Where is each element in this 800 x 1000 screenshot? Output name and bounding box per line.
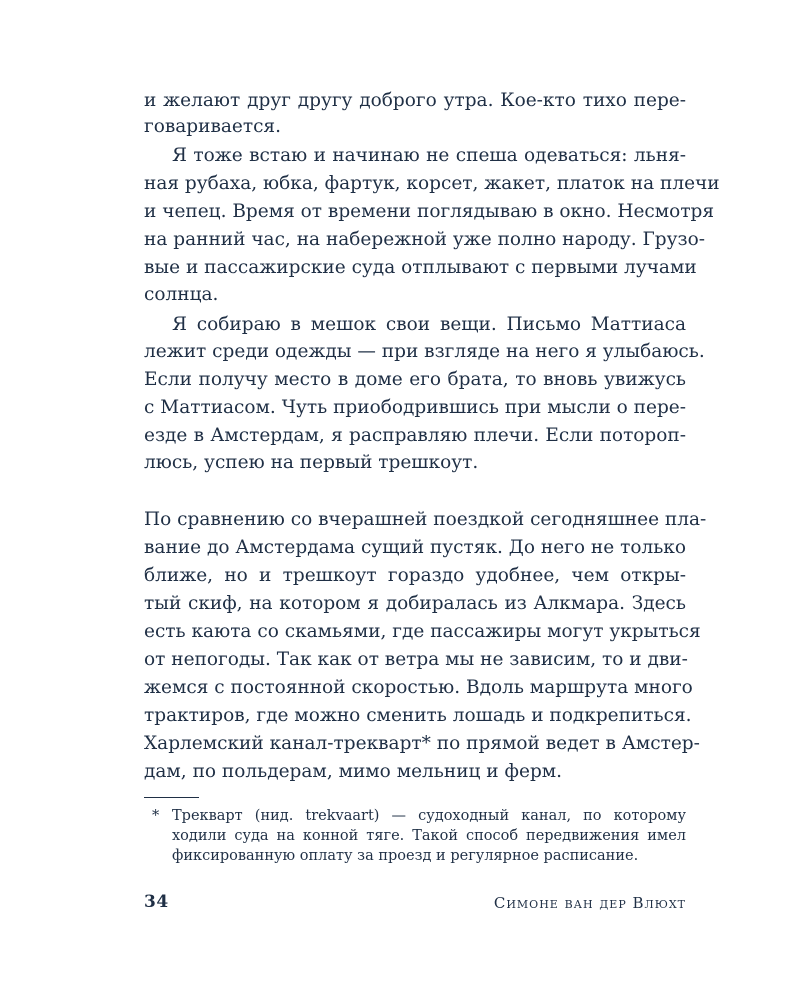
page-number: 34	[144, 892, 169, 912]
text-line: вые и пассажирские суда отплывают с первыми лучами	[144, 257, 697, 278]
text-line: солнца.	[144, 284, 219, 305]
text-line: Я тоже встаю и начинаю не спеша одеваться: льня-	[172, 145, 686, 166]
footnote-marker: *	[152, 808, 160, 824]
text-line: вание до Амстердама сущий пустяк. До него не только	[144, 537, 686, 558]
text-line: Я собираю в мешок свои вещи. Письмо Маттиаса	[172, 314, 686, 335]
text-line: на ранний час, на набережной уже полно народу. Грузо-	[144, 229, 706, 250]
text-line: По сравнению со вчерашней поездкой сегодняшнее пла-	[144, 509, 707, 530]
running-head: Симоне ван дер Влюхт	[493, 894, 686, 912]
text-line: дам, по польдерам, мимо мельниц и ферм.	[144, 761, 563, 782]
footnote-line: фиксированную оплату за проезд и регулярное расписание.	[172, 848, 639, 864]
text-line: Харлемский канал-трекварт* по прямой ведет в Амстер-	[144, 733, 700, 754]
text-line: езде в Амстердам, я расправляю плечи. Если потороп-	[144, 425, 686, 446]
text-line: ближе, но и трешкоут гораздо удобнее, чем откры-	[144, 565, 686, 586]
text-line: люсь, успею на первый трешкоут.	[144, 452, 479, 473]
text-line: говаривается.	[144, 116, 281, 137]
text-line: ная рубаха, юбка, фартук, корсет, жакет, платок на плечи	[144, 173, 720, 194]
text-line: жемся с постоянной скоростью. Вдоль маршрута много	[144, 677, 693, 698]
text-line: и желают друг другу доброго утра. Кое-кто тихо пере-	[144, 90, 686, 111]
text-line: трактиров, где можно сменить лошадь и подкрепиться.	[144, 705, 692, 726]
footnote-divider	[144, 797, 199, 798]
text-line: с Маттиасом. Чуть приободрившись при мысли о пере-	[144, 397, 686, 418]
text-line: от непогоды. Так как от ветра мы не зависим, то и дви-	[144, 649, 688, 670]
text-line: лежит среди одежды — при взгляде на него я улыбаюсь.	[144, 341, 705, 362]
text-line: Если получу место в доме его брата, то вновь увижусь	[144, 369, 686, 390]
footnote-line: Трекварт (нид. trekvaart) — судоходный канал, по которому	[172, 808, 686, 824]
text-line: тый скиф, на котором я добиралась из Алкмара. Здесь	[144, 593, 686, 614]
text-line: есть каюта со скамьями, где пассажиры могут укрыться	[144, 621, 701, 642]
text-line: и чепец. Время от времени поглядываю в окно. Несмотря	[144, 201, 715, 222]
footnote-line: ходили суда на конной тяге. Такой способ передвижения имел	[172, 828, 686, 844]
